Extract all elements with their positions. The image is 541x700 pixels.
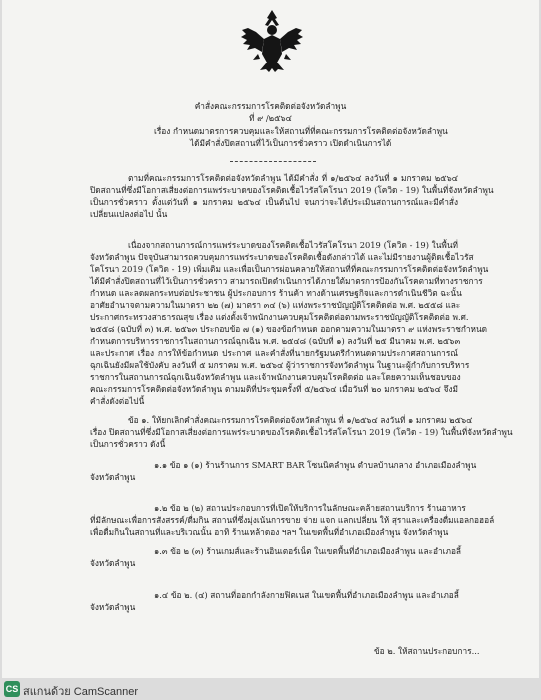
sub-item-1-4: ๑.๔ ข้อ ๒. (๔) สถานที่ออกกำลังกายฟิตเนส ในเขตพื้นที่อำเภอเมืองลำพูน และอำเภอลี้ <box>154 590 459 600</box>
subject-line-2: ได้มีคำสั่งปิดสถานที่ไว้เป็นการชั่วคราว เปิดดำเนินการได้ <box>190 138 392 148</box>
subject-line-1: เรื่อง กำหนดมาตรการควบคุมและให้สถานที่ที่คณะกรรมการโรคติดต่อจังหวัดลำพูน <box>154 126 448 136</box>
order-number: ที่ ๙ /๒๕๖๔ <box>249 113 292 123</box>
body-line: โคโรนา 2019 (โควิด - 19) เพิ่มเติม และเพื่อเป็นการผ่อนคลายให้สถานที่ที่คณะกรรมการโรคติดต่อจังหวัดลำพูน <box>90 264 489 274</box>
body-line: ตามที่คณะกรรมการโรคติดต่อจังหวัดลำพูน ได้มีคำสั่ง ที่ ๑/๒๕๖๔ ลงวันที่ ๑ มกราคม ๒๕๖๔ <box>128 173 458 183</box>
body-line: กำหนด และลดผลกระทบต่อประชาชน ผู้ประกอบการ ร้านค้า ทางด้านเศรษฐกิจและการดำเนินชีวิต ฉะนั้น <box>90 288 462 298</box>
clause-1-line: ข้อ ๑. ให้ยกเลิกคำสั่งคณะกรรมการโรคติดต่อจังหวัดลำพูน ที่ ๑/๒๕๖๔ ลงวันที่ ๑ มกราคม ๒๕๖๔ <box>128 415 473 425</box>
body-line: ๒๕๕๘ (ฉบับที่ ๓) พ.ศ. ๒๕๖๓ ประกอบข้อ ๗ (๑) ของข้อกำหนด ออกตามความในมาตรา ๙ แห่งพระราชกำหนด <box>90 324 488 334</box>
scanner-footer <box>0 678 541 700</box>
camscanner-logo-icon: CS <box>4 681 20 697</box>
sub-item-1-3: จังหวัดลำพูน <box>90 558 136 568</box>
body-line: ได้มีคำสั่งปิดสถานที่ไว้เป็นการชั่วคราว สามารถเปิดดำเนินการได้ภายใต้มาตรการป้องกันโรคตามที่ทางราชการ <box>90 276 483 286</box>
scanner-label: สแกนด้วย CamScanner <box>23 686 139 698</box>
body-line: และประกาศ เรื่อง การให้ข้อกำหนด ประกาศ และคำสั่งที่นายกรัฐมนตรีกำหนดตามประกาศสถานการณ์ <box>90 348 458 358</box>
sub-item-1-4: จังหวัดลำพูน <box>90 602 136 612</box>
body-line: ฉุกเฉินยังมีผลใช้บังคับ ลงวันที่ ๕ มกราคม พ.ศ. ๒๕๖๔ ผู้ว่าราชการจังหวัดลำพูน ในฐานะผู้กำกับการบริหาร <box>90 360 470 370</box>
sub-item-1-1: ๑.๑ ข้อ ๑ (๑) ร้านร้านการ SMART BAR โซนนิคลำพูน ตำบลบ้านกลาง อำเภอเมืองลำพูน <box>154 460 477 470</box>
sub-item-1-2: ๑.๒ ข้อ ๒ (๒) สถานประกอบการที่เปิดให้บริการในลักษณะคล้ายสถานบริการ ร้านอาหาร <box>154 503 466 513</box>
sub-item-1-3: ๑.๓ ข้อ ๒ (๓) ร้านเกมส์และร้านอินเตอร์เน็ต ในเขตพื้นที่อำเภอเมืองลำพูน และอำเภอลี้ <box>154 546 462 556</box>
order-title: คำสั่งคณะกรรมการโรคติดต่อจังหวัดลำพูน <box>194 101 347 111</box>
body-line: เป็นการชั่วคราว ตั้งแต่วันที่ ๑ มกราคม ๒๕๖๔ เป็นต้นไป จนกว่าจะได้ประเมินสถานการณ์และมีคำสั่ง <box>90 197 458 207</box>
clause-1-line: เรื่อง ปิดสถานที่ซึ่งมีโอกาสเสี่ยงต่อการแพร่ระบาดของโรคติดเชื้อไวรัสโคโรนา 2019 (โควิด - 19) ในพื้นที่จังหวัดลำพูน <box>90 427 513 437</box>
sub-item-1-1: จังหวัดลำพูน <box>90 472 136 482</box>
continuation-note: ข้อ ๒. ให้สถานประกอบการ... <box>374 646 480 656</box>
body-line: เนื่องจากสถานการณ์การแพร่ระบาดของโรคติดเชื้อไวรัสโคโรนา 2019 (โควิด - 19) ในพื้นที่ <box>128 240 458 250</box>
body-line: จังหวัดลำพูน ปัจจุบันสามารถควบคุมการแพร่ระบาดของโรคติดเชื้อดังกล่าวได้ และไม่มีรายงานผู้ติดเชื้อไวรัส <box>90 252 474 262</box>
divider <box>230 161 316 162</box>
clause-1-line: เป็นการชั่วคราว ดังนี้ <box>90 439 166 449</box>
body-line: อาศัยอำนาจตามความในมาตรา ๒๒ (๗) มาตรา ๓๔ (๖) แห่งพระราชบัญญัติโรคติดต่อ พ.ศ. ๒๕๕๘ และ <box>90 300 461 310</box>
body-line: ปิดสถานที่ซึ่งมีโอกาสเสี่ยงต่อการแพร่ระบาดของโรคติดเชื้อไวรัสโคโรนา 2019 (โควิด - 19) ในพื้นที่จังหวัดลำพูน <box>90 185 494 195</box>
body-line: กำหนดการบริหารราชการในสถานการณ์ฉุกเฉิน พ.ศ. ๒๕๔๘ (ฉบับที่ ๑) ลงวันที่ ๒๕ มีนาคม พ.ศ. ๒๕๖๓ <box>90 336 461 346</box>
body-line: คำสั่งดังต่อไปนี้ <box>90 396 145 406</box>
document-page <box>2 0 539 690</box>
body-line: ประกาศกระทรวงสาธารณสุข เรื่อง แต่งตั้งเจ้าพนักงานควบคุมโรคติดต่อตามพระราชบัญญัติโรคติดต่อ พ.ศ. <box>90 312 469 322</box>
body-line: ราชการในสถานการณ์ฉุกเฉินจังหวัดลำพูน และเจ้าพนักงานควบคุมโรคติดต่อ และโดยความเห็นชอบของ <box>90 372 461 382</box>
body-line: คณะกรรมการโรคติดต่อจังหวัดลำพูน ตามมติที่ประชุมครั้งที่ ๕/๒๕๖๔ เมื่อวันที่ ๒๐ มกราคม ๒๕๖๔ จึงมี <box>90 384 458 394</box>
sub-item-1-2: ที่มีลักษณะเพื่อการสังสรรค์/ดื่มกิน สถานที่ซึ่งมุ่งเน้นการขาย จ่าย แจก แลกเปลี่ยน ให้ สุราและเครื่องดื่มแอลกอฮอล์ <box>90 515 495 525</box>
body-line: เปลี่ยนแปลงต่อไป นั้น <box>90 209 168 219</box>
garuda-emblem-icon <box>238 8 306 74</box>
sub-item-1-2: เพื่อดื่มกินในสถานที่และบริเวณนั้น อาทิ ร้านเหล้าดอง ฯลฯ ในเขตพื้นที่อำเภอเมืองลำพูน จังหวัดลำพูน <box>90 527 449 537</box>
